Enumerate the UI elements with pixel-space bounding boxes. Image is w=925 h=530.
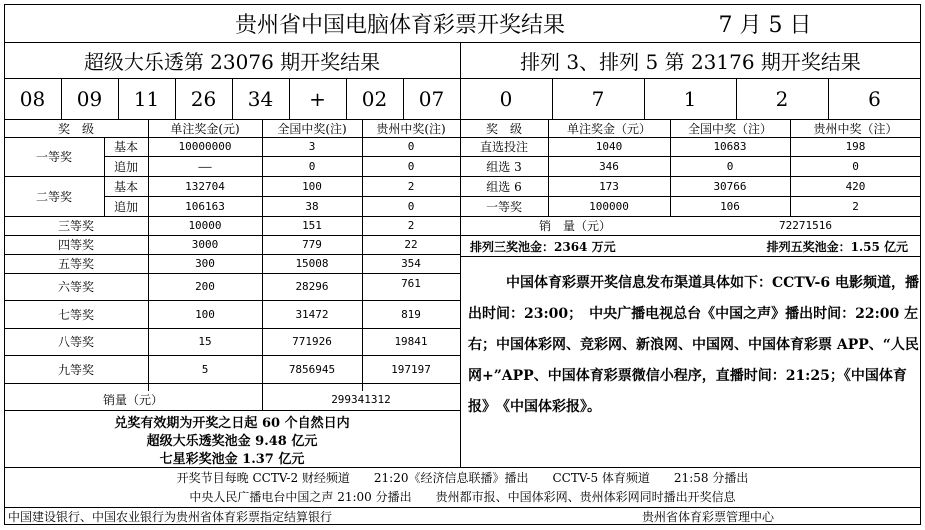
dlt-prize-row-prize: 300 — [195, 257, 215, 270]
dlt-prize-row-guizhou: 761 — [401, 276, 421, 290]
pl-number: 0 — [499, 87, 513, 111]
pl-sales-label: 销 量（元） — [538, 219, 611, 233]
dlt-second-extra-guizhou: 0 — [407, 199, 415, 213]
dlt-col-guizhou: 贵州中奖(注) — [376, 121, 446, 136]
dlt-prize-row-national: 151 — [302, 219, 322, 232]
dlt-back-number: 07 — [418, 87, 445, 111]
dlt-prize-row-national: 15008 — [295, 257, 329, 270]
pl-row-prize: 346 — [599, 159, 619, 173]
pl-sales-value: 72271516 — [779, 219, 832, 232]
pl-col-prize: 单注奖金（元） — [566, 121, 651, 136]
pl-row-label: 组选 6 — [486, 179, 522, 194]
dlt-prize-row-prize: 10000 — [188, 219, 222, 232]
dlt-second-extra-national: 38 — [305, 199, 319, 213]
dlt-prize-row-label: 六等奖 — [57, 280, 94, 294]
pl-row-label: 组选 3 — [486, 159, 522, 174]
settlement-bank-note: 中国建设银行、中国农业银行为贵州省体育彩票指定结算银行 — [8, 510, 333, 524]
dlt-prize-row-prize: 100 — [195, 307, 215, 321]
dlt-prize-row-label: 九等奖 — [57, 362, 94, 377]
dlt-prize-row-guizhou: 354 — [401, 257, 421, 270]
pl-row-national: 10683 — [713, 140, 747, 153]
dlt-number: 26 — [190, 87, 217, 111]
pl-row-prize: 173 — [599, 179, 619, 193]
dlt-prize-row-prize: 5 — [201, 362, 209, 376]
dlt-prize-row-label: 七等奖 — [57, 307, 94, 322]
pl-row-guizhou: 420 — [845, 179, 866, 193]
dlt-prize-row-prize: 15 — [198, 335, 212, 348]
dlt-prize-row-guizhou: 22 — [404, 238, 418, 251]
pl-row-prize: 100000 — [589, 199, 629, 213]
dlt-second-basic-label: 基本 — [113, 179, 138, 194]
dlt-first-basic-guizhou: 0 — [407, 140, 415, 153]
dlt-prize-row-label: 四等奖 — [57, 238, 94, 252]
dlt-second-extra-label: 追加 — [113, 199, 138, 214]
dlt-prize-row-national: 771926 — [292, 335, 332, 348]
dlt-prize-row-national: 28296 — [295, 280, 329, 293]
dlt-pool-note: 超级大乐透奖池金 9.48 亿元 — [146, 433, 318, 449]
pl3-pool: 排列三奖池金：2364 万元 — [470, 239, 616, 254]
dlt-prize-row-label: 八等奖 — [57, 335, 94, 349]
dlt-prize-row-label: 三等奖 — [57, 219, 94, 233]
broadcast-channels-info: 中国体育彩票开奖信息发布渠道具体如下：CCTV-6 电影频道，播出时间：23:00； 中央广播电视总台《中国之声》播出时间：22:00 左右；中国体彩网、竞彩网、新浪网、中国网、中国体育彩票 APP、“人民网+”APP、中国体育彩票微信小程序，直播时间：21:25；《中国体育报》 《中国体彩报》。 — [468, 275, 919, 415]
dlt-second-prize-label: 二等奖 — [35, 189, 72, 204]
pl-col-guizhou: 贵州中奖（注） — [813, 121, 898, 136]
dlt-sales-value: 299341312 — [331, 392, 391, 406]
pl-row-national: 0 — [726, 159, 734, 173]
qxc-pool-note: 七星彩奖池金 1.37 亿元 — [159, 451, 305, 467]
dlt-prize-row-label: 五等奖 — [57, 257, 94, 271]
dlt-prize-row-national: 779 — [302, 238, 322, 251]
pl-row-prize: 1040 — [595, 140, 623, 153]
pl-number: 7 — [591, 87, 605, 111]
draw-date: 7 月 5 日 — [718, 12, 812, 38]
dlt-first-extra-national: 0 — [308, 159, 316, 173]
dlt-first-extra-prize: —— — [198, 159, 212, 173]
dlt-prize-row-prize: 3000 — [191, 238, 219, 251]
pl-number: 6 — [868, 87, 881, 111]
pl-col-national: 全国中奖（注） — [687, 121, 772, 136]
pl-row-guizhou: 198 — [845, 140, 866, 153]
dlt-number: 11 — [133, 87, 160, 111]
dlt-number: 34 — [247, 87, 274, 111]
dlt-first-basic-prize: 10000000 — [178, 140, 232, 153]
dlt-first-extra-label: 追加 — [113, 159, 138, 174]
dlt-number: 08 — [19, 87, 46, 111]
dlt-prize-row-guizhou: 819 — [401, 307, 421, 321]
pl-row-guizhou: 2 — [852, 199, 859, 213]
dlt-second-extra-prize: 106163 — [185, 199, 225, 213]
pl-number: 2 — [775, 87, 789, 111]
pl-number: 1 — [683, 87, 697, 111]
dlt-second-basic-guizhou: 2 — [407, 179, 415, 193]
dlt-heading: 超级大乐透第 23076 期开奖结果 — [83, 50, 381, 74]
validity-note: 兑奖有效期为开奖之日起 60 个自然日内 — [114, 415, 350, 431]
pl5-pool: 排列五奖池金：1.55 亿元 — [766, 239, 908, 254]
dlt-col-prize: 单注奖金(元) — [170, 121, 240, 136]
pl-row-label: 直选投注 — [479, 140, 528, 154]
pl-row-guizhou: 0 — [852, 159, 859, 173]
dlt-first-basic-national: 3 — [308, 140, 316, 153]
management-center: 贵州省体育彩票管理中心 — [641, 510, 774, 524]
dlt-prize-row-prize: 200 — [195, 280, 215, 293]
dlt-col-level: 奖 级 — [57, 121, 94, 136]
dlt-prize-row-guizhou: 19841 — [394, 335, 428, 348]
tv-schedule-note: 开奖节目每晚 CCTV-2 财经频道 21:20《经济信息联播》播出 CCTV-5 体育频道 21:58 分播出 — [176, 471, 749, 485]
dlt-col-national: 全国中奖(注) — [277, 121, 347, 136]
dlt-prize-row-guizhou: 2 — [407, 219, 415, 232]
dlt-plus-sign: + — [309, 87, 326, 111]
pl-col-level: 奖 级 — [485, 121, 522, 136]
pl-row-label: 一等奖 — [485, 199, 522, 214]
pl-row-national: 30766 — [713, 179, 747, 193]
dlt-first-prize-label: 一等奖 — [35, 150, 72, 164]
radio-schedule-note: 中央人民广播电台中国之声 21:00 分播出 贵州都市报、中国体彩网、贵州体彩网同时播出开奖信息 — [189, 490, 736, 504]
page-title: 贵州省中国电脑体育彩票开奖结果 — [234, 12, 565, 38]
dlt-second-basic-prize: 132704 — [185, 179, 225, 193]
dlt-first-basic-label: 基本 — [113, 140, 138, 154]
dlt-prize-row-guizhou: 197197 — [391, 362, 431, 376]
pl-row-national: 106 — [720, 199, 740, 213]
dlt-sales-label: 销量（元） — [102, 392, 163, 407]
pl-heading: 排列 3、排列 5 第 23176 期开奖结果 — [520, 50, 861, 74]
dlt-prize-row-national: 7856945 — [288, 362, 336, 376]
dlt-back-number: 02 — [361, 87, 388, 111]
dlt-second-basic-national: 100 — [302, 179, 322, 193]
dlt-number: 09 — [76, 87, 103, 111]
dlt-first-extra-guizhou: 0 — [407, 159, 415, 173]
dlt-prize-row-national: 31472 — [295, 307, 329, 321]
